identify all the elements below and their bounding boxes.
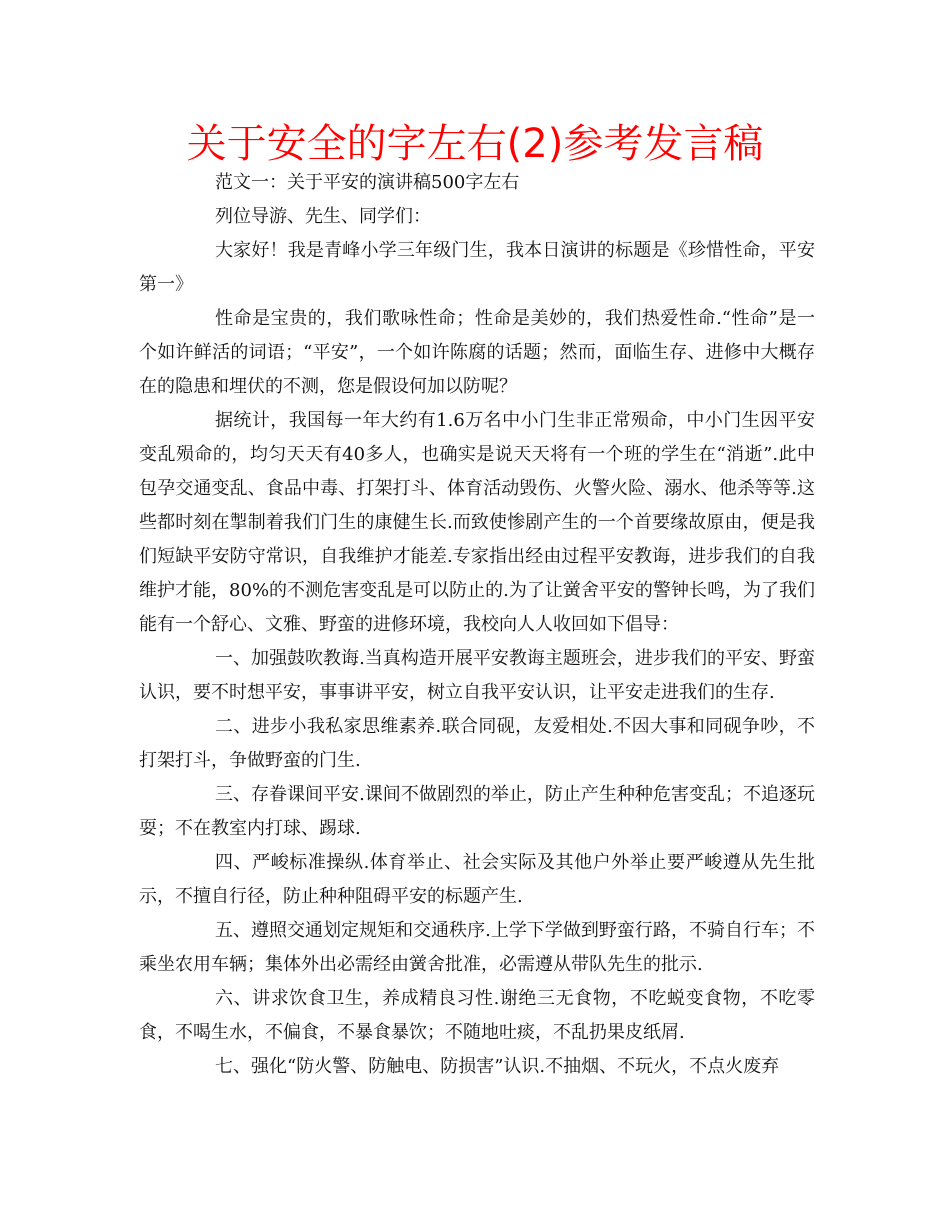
document-title: 关于安全的字左右(2)参考发言稿	[186, 121, 764, 167]
paragraph-item-3: 三、存眷课间平安.课间不做剧烈的举止，防止产生种种危害变乱；不追逐玩耍；不在教室内打球、踢球.	[139, 784, 815, 839]
paragraph-item-6: 六、讲求饮食卫生，养成精良习性.谢绝三无食物，不吃蜕变食物，不吃零食，不喝生水，不偏食，不暴食暴饮；不随地吐痰，不乱扔果皮纸屑.	[139, 988, 815, 1043]
document-body	[139, 166, 815, 1084]
paragraph-sample-heading: 范文一：关于平安的演讲稿500字左右	[215, 172, 520, 193]
paragraph-intro: 性命是宝贵的，我们歌咏性命；性命是美妙的，我们热爱性命.“性命”是一个如许鲜活的词语；“平安”，一个如许陈腐的话题；然而，面临生存、进修中大概存在的隐患和埋伏的不测，您是假设何加以防呢？	[139, 308, 815, 397]
paragraph-greeting: 大家好！我是青峰小学三年级门生，我本日演讲的标题是《珍惜性命，平安第一》	[139, 240, 815, 295]
paragraph-item-2: 二、进步小我私家思维素养.联合同砚，友爱相处.不因大事和同砚争吵，不打架打斗，争做野蛮的门生.	[139, 716, 815, 771]
paragraph-item-4: 四、严峻标准操纵.体育举止、社会实际及其他户外举止要严峻遵从先生批示，不擅自行径，防止种种阻碍平安的标题产生.	[139, 852, 815, 907]
paragraph-salutation: 列位导游、先生、同学们：	[215, 206, 431, 227]
paragraph-item-1: 一、加强鼓吹教诲.当真构造开展平安教诲主题班会，进步我们的平安、野蛮认识，要不时想平安，事事讲平安，树立自我平安认识，让平安走进我们的生存.	[139, 648, 815, 703]
paragraph-item-7: 七、强化“防火警、防触电、防损害”认识.不抽烟、不玩火，不点火废弃	[215, 1056, 780, 1077]
paragraph-item-5: 五、遵照交通划定规矩和交通秩序.上学下学做到野蛮行路，不骑自行车；不乘坐农用车辆；集体外出必需经由黉舍批准，必需遵从带队先生的批示.	[139, 920, 815, 975]
paragraph-statistics: 据统计，我国每一年大约有1.6万名中小门生非正常殒命，中小门生因平安变乱殒命的，均匀天天有40多人，也确实是说天天将有一个班的学生在“消逝”.此中包孕交通变乱、食品中毒、打架打斗、体育活动毁伤、火警火险、溺水、他杀等等.这些都时刻在掣制着我们门生的康健生长.而致使惨剧产生的一个首要缘故原由，便是我们短缺平安防守常识，自我维护才能差.专家指出经由过程平安教诲，进步我们的自我维护才能，80%的不测危害变乱是可以防止的.为了让黉舍平安的警钟长鸣，为了我们能有一个舒心、文雅、野蛮的进修环境，我校向人人收回如下倡导：	[139, 410, 815, 635]
